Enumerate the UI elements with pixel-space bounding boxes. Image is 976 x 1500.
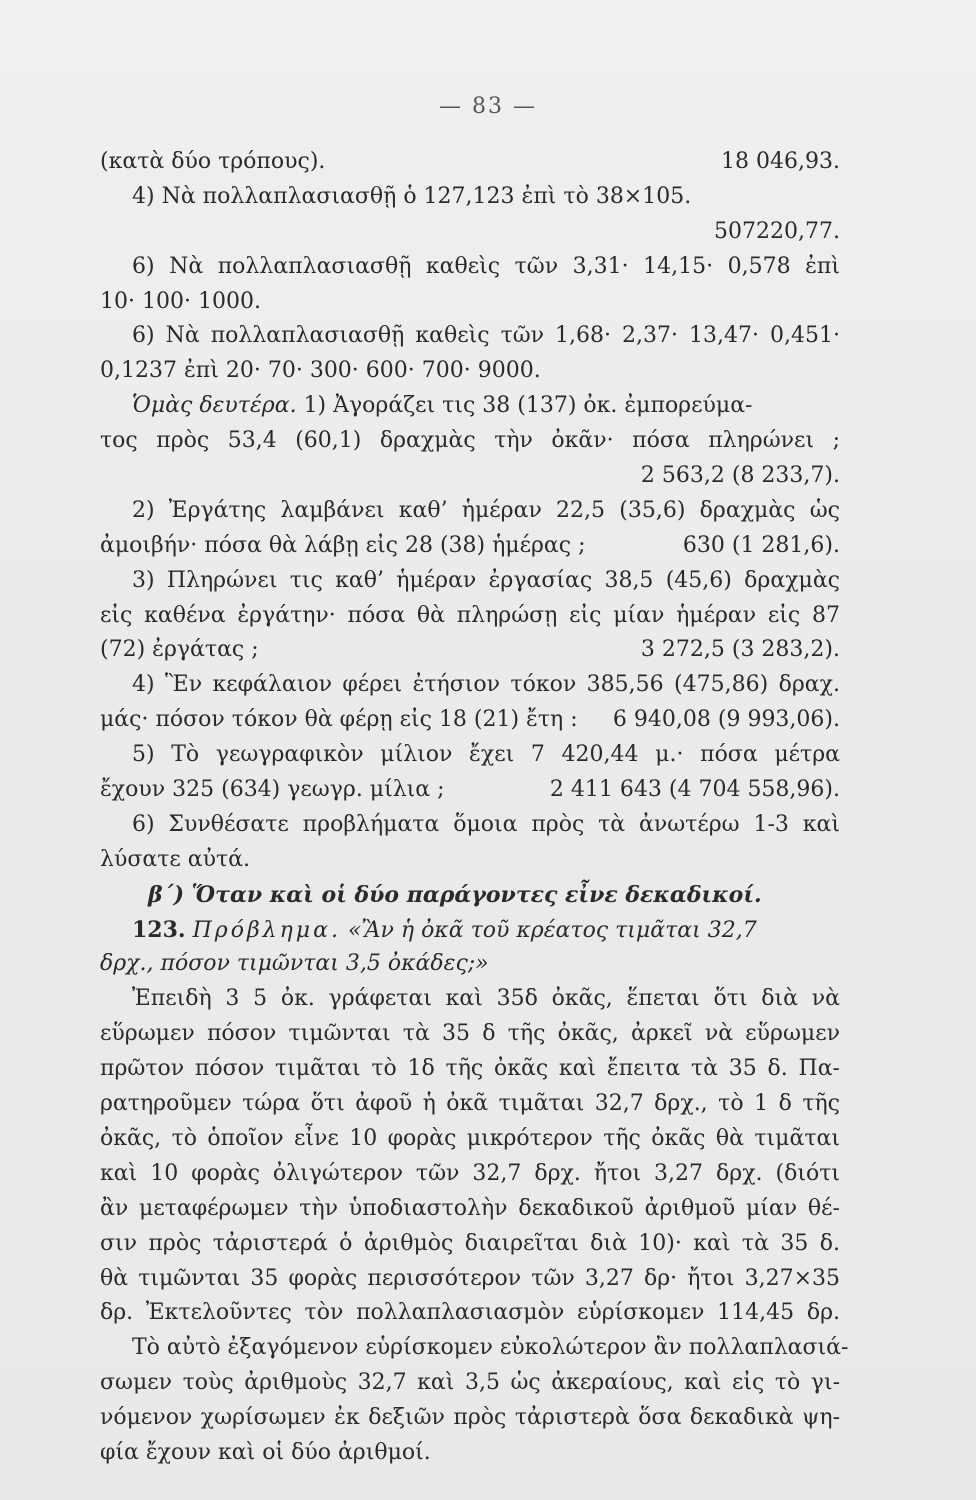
- exercise-line: 3) Πληρώνει τις καθ’ ἡμέραν ἐργασίας 38,5 (45,6) δραχμὰς: [132, 567, 840, 593]
- text-line: [100, 773, 840, 808]
- paragraph-line: Τὸ αὐτὸ ἐξαγόμενον εὑρίσκομεν εὐκολώτερον ἂν πολλαπλασιά-: [132, 1335, 849, 1361]
- paragraph-line: Ἐπειδὴ 3 5 ὀκ. γράφεται καὶ 35δ ὀκᾶς, ἕπεται ὅτι διὰ νὰ: [132, 986, 840, 1012]
- page-body: [100, 145, 849, 1471]
- exercise-line: 4) Νὰ πολλαπλασιασθῇ ὁ 127,123 ἐπὶ τὸ 38×105.: [132, 183, 692, 209]
- paragraph-line: νόμενον χωρίσωμεν ἐκ δεξιῶν πρὸς τἀριστερὰ ὅσα δεκαδικὰ ψη-: [100, 1405, 840, 1431]
- exercise-line: 2) Ἐργάτης λαμβάνει καθ’ ἡμέραν 22,5 (35,6) δραχμὰς ὡς: [132, 497, 840, 523]
- problem-line: [100, 913, 840, 948]
- text-line: τος πρὸς 53,4 (60,1) δραχμὰς τὴν ὀκᾶν· πόσα πληρώνει ;: [100, 428, 840, 454]
- answer-text: 18 046,93.: [721, 149, 840, 174]
- answer-text: 3 272,5 (3 283,2).: [640, 637, 840, 663]
- exercise-line: 6) Νὰ πολλαπλασιασθῇ καθεὶς τῶν 3,31· 14,15· 0,578 ἐπὶ: [132, 253, 840, 279]
- exercise-text: μάς· πόσον τόκον θὰ φέρῃ εἰς 18 (21) ἔτη :: [100, 707, 578, 733]
- subsection-heading: β΄) Ὅταν καὶ οἱ δύο παράγοντες εἶνε δεκαδικοί.: [148, 881, 762, 908]
- paragraph-line: ρατηροῦμεν τώρα ὅτι ἀφοῦ ἡ ὀκᾶ τιμᾶται 32,7 δρχ., τὸ 1 δ τῆς: [100, 1091, 840, 1117]
- exercise-line: 4) Ἓν κεφάλαιον φέρει ἐτήσιον τόκον 385,56 (475,86) δραχ.: [132, 672, 840, 698]
- exercise-text: (72) ἐργάτας ;: [100, 637, 259, 663]
- text-line: εἰς καθένα ἐργάτην· πόσα θὰ πληρώσῃ εἰς μίαν ἡμέραν εἰς 87: [100, 602, 840, 628]
- answer-line: 507220,77.: [714, 218, 840, 244]
- text-line: 0,1237 ἐπὶ 20· 70· 300· 600· 700· 9000.: [100, 358, 541, 384]
- paragraph-line: φία ἔχουν καὶ οἱ δύο ἀριθμοί.: [100, 1439, 431, 1465]
- exercise-text: ἀμοιβήν· πόσα θὰ λάβῃ εἰς 28 (38) ἡμέρας ;: [100, 532, 586, 558]
- paragraph-line: εὕρωμεν πόσον τιμῶνται τὰ 35 δ τῆς ὀκᾶς, ἀρκεῖ νὰ εὕρωμεν: [100, 1021, 840, 1047]
- exercise-line: 5) Τὸ γεωγραφικὸν μίλιον ἔχει 7 420,44 μ.· πόσα μέτρα: [132, 742, 840, 768]
- paragraph-line: θὰ τιμῶνται 35 φορὰς περισσότερον τῶν 3,27 δρ· ἤτοι 3,27×35: [100, 1265, 840, 1291]
- problem-number: 123.: [132, 916, 186, 943]
- paragraph-line: καὶ 10 φορὰς ὀλιγώτερον τῶν 32,7 δρχ. ἤτοι 3,27 δρχ. (διότι: [100, 1160, 840, 1186]
- page-number: — 83 —: [439, 94, 537, 119]
- text-line: 10· 100· 1000.: [100, 288, 261, 314]
- text-line: λύσατε αὐτά.: [100, 846, 251, 872]
- exercise-line: 6) Συνθέσατε προβλήματα ὅμοια πρὸς τὰ ἀνωτέρω 1-3 καὶ: [132, 811, 840, 837]
- text-line: [100, 145, 840, 180]
- exercise-line: 6) Νὰ πολλαπλασιασθῇ καθεὶς τῶν 1,68· 2,37· 13,47· 0,451·: [132, 323, 840, 349]
- paragraph-line: δρ. Ἐκτελοῦντες τὸν πολλαπλασιασμὸν εὑρίσκομεν 114,45 δρ.: [100, 1300, 840, 1326]
- problem-text: δρχ., πόσον τιμῶνται 3,5 ὀκάδες;»: [100, 951, 489, 977]
- answer-line: 2 563,2 (8 233,7).: [640, 463, 840, 489]
- paragraph-line: ἂν μεταφέρωμεν τὴν ὑποδιαστολὴν δεκαδικοῦ ἀριθμοῦ μίαν θέ-: [100, 1195, 840, 1221]
- problem-label: Πρόβλημα.: [192, 917, 341, 943]
- text-line: [100, 703, 840, 738]
- paragraph-line: πρῶτον πόσον τιμᾶται τὸ 1δ τῆς ὀκᾶς καὶ ἔπειτα τὰ 35 δ. Πα-: [100, 1056, 840, 1082]
- answer-text: 630 (1 281,6).: [682, 532, 840, 558]
- exercise-text: 1) Ἀγοράζει τις 38 (137) ὀκ. ἐμπορεύμα-: [303, 393, 753, 419]
- section-line: [100, 389, 840, 424]
- text-line: [100, 633, 840, 668]
- exercise-text: (κατὰ δύο τρόπους).: [100, 149, 326, 174]
- problem-text: «Ἂν ἡ ὀκᾶ τοῦ κρέατος τιμᾶται 32,7: [347, 917, 757, 943]
- paragraph-line: ὀκᾶς, τὸ ὁποῖον εἶνε 10 φορὰς μικρότερον τῆς ὀκᾶς θὰ τιμᾶται: [100, 1125, 840, 1151]
- paragraph-line: σωμεν τοὺς ἀριθμοὺς 32,7 καὶ 3,5 ὡς ἀκεραίους, καὶ εἰς τὸ γι-: [100, 1370, 840, 1396]
- section-title: Ὁμὰς δευτέρα.: [132, 393, 297, 419]
- exercise-text: ἔχουν 325 (634) γεωγρ. μίλια ;: [100, 777, 445, 803]
- answer-text: 6 940,08 (9 993,06).: [612, 707, 840, 733]
- paragraph-line: σιν πρὸς τἀριστερά ὁ ἀριθμὸς διαιρεῖται διὰ 10)· καὶ τὰ 35 δ.: [100, 1230, 840, 1256]
- answer-text: 2 411 643 (4 704 558,96).: [549, 777, 840, 803]
- text-line: [100, 529, 840, 564]
